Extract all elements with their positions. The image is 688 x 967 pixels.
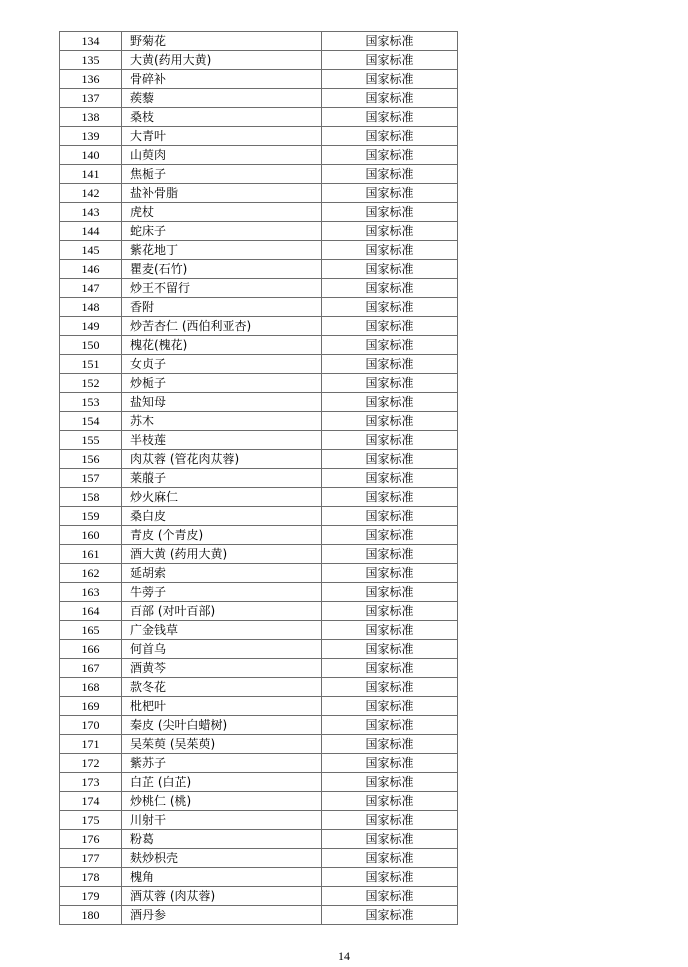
herb-name: 百部 (对叶百部)	[122, 602, 322, 621]
standard-type: 国家标准	[322, 621, 458, 640]
row-number: 137	[60, 89, 122, 108]
herb-name: 青皮 (个青皮)	[122, 526, 322, 545]
table-row	[60, 887, 458, 906]
table-row	[60, 792, 458, 811]
row-number: 161	[60, 545, 122, 564]
herb-name: 桑枝	[122, 108, 322, 127]
table-row	[60, 298, 458, 317]
table-row	[60, 906, 458, 925]
standard-type: 国家标准	[322, 773, 458, 792]
row-number: 138	[60, 108, 122, 127]
row-number: 156	[60, 450, 122, 469]
herb-name: 广金钱草	[122, 621, 322, 640]
row-number: 160	[60, 526, 122, 545]
herb-name: 延胡索	[122, 564, 322, 583]
herb-name: 炒苦杏仁 (西伯利亚杏)	[122, 317, 322, 336]
standard-type: 国家标准	[322, 298, 458, 317]
herb-name: 酒丹参	[122, 906, 322, 925]
row-number: 163	[60, 583, 122, 602]
herb-name: 肉苁蓉 (管花肉苁蓉)	[122, 450, 322, 469]
table-row	[60, 545, 458, 564]
table-row	[60, 393, 458, 412]
table-row	[60, 89, 458, 108]
standard-type: 国家标准	[322, 697, 458, 716]
row-number: 148	[60, 298, 122, 317]
table-row	[60, 241, 458, 260]
herb-name: 麸炒枳壳	[122, 849, 322, 868]
standard-type: 国家标准	[322, 431, 458, 450]
row-number: 177	[60, 849, 122, 868]
row-number: 141	[60, 165, 122, 184]
table-row	[60, 279, 458, 298]
standard-type: 国家标准	[322, 754, 458, 773]
row-number: 153	[60, 393, 122, 412]
herb-name: 桑白皮	[122, 507, 322, 526]
herb-name: 炒火麻仁	[122, 488, 322, 507]
table-row	[60, 222, 458, 241]
table-row	[60, 317, 458, 336]
row-number: 155	[60, 431, 122, 450]
row-number: 169	[60, 697, 122, 716]
standard-type: 国家标准	[322, 355, 458, 374]
row-number: 180	[60, 906, 122, 925]
standard-type: 国家标准	[322, 32, 458, 51]
table-row	[60, 621, 458, 640]
standard-type: 国家标准	[322, 868, 458, 887]
herb-name: 炒王不留行	[122, 279, 322, 298]
herb-name: 莱菔子	[122, 469, 322, 488]
row-number: 170	[60, 716, 122, 735]
herb-name: 盐知母	[122, 393, 322, 412]
herb-name: 蒺藜	[122, 89, 322, 108]
row-number: 143	[60, 203, 122, 222]
standard-type: 国家标准	[322, 336, 458, 355]
table-row	[60, 336, 458, 355]
table-row	[60, 450, 458, 469]
herb-name: 女贞子	[122, 355, 322, 374]
standard-type: 国家标准	[322, 602, 458, 621]
herb-name: 苏木	[122, 412, 322, 431]
row-number: 173	[60, 773, 122, 792]
table-row	[60, 849, 458, 868]
herb-name: 吴茱萸 (吴茱萸)	[122, 735, 322, 754]
row-number: 172	[60, 754, 122, 773]
row-number: 176	[60, 830, 122, 849]
row-number: 135	[60, 51, 122, 70]
row-number: 162	[60, 564, 122, 583]
herb-name: 炒桃仁 (桃)	[122, 792, 322, 811]
herb-name: 瞿麦(石竹)	[122, 260, 322, 279]
standard-type: 国家标准	[322, 51, 458, 70]
row-number: 171	[60, 735, 122, 754]
table-row	[60, 127, 458, 146]
table-row	[60, 203, 458, 222]
herb-name: 香附	[122, 298, 322, 317]
page-number: 14	[338, 949, 350, 963]
row-number: 175	[60, 811, 122, 830]
table-row	[60, 830, 458, 849]
row-number: 136	[60, 70, 122, 89]
row-number: 159	[60, 507, 122, 526]
row-number: 146	[60, 260, 122, 279]
herb-name: 紫苏子	[122, 754, 322, 773]
table-row	[60, 678, 458, 697]
row-number: 157	[60, 469, 122, 488]
standard-type: 国家标准	[322, 89, 458, 108]
table-body	[60, 32, 458, 925]
herb-name: 紫花地丁	[122, 241, 322, 260]
row-number: 166	[60, 640, 122, 659]
standard-type: 国家标准	[322, 488, 458, 507]
standard-type: 国家标准	[322, 887, 458, 906]
table-row	[60, 146, 458, 165]
table-row	[60, 184, 458, 203]
table-row	[60, 640, 458, 659]
standard-type: 国家标准	[322, 70, 458, 89]
standard-type: 国家标准	[322, 260, 458, 279]
row-number: 154	[60, 412, 122, 431]
standard-type: 国家标准	[322, 203, 458, 222]
herb-name: 何首乌	[122, 640, 322, 659]
standard-type: 国家标准	[322, 165, 458, 184]
standard-type: 国家标准	[322, 830, 458, 849]
table-row	[60, 260, 458, 279]
table-row	[60, 469, 458, 488]
standard-type: 国家标准	[322, 507, 458, 526]
table-row	[60, 697, 458, 716]
herb-name: 蛇床子	[122, 222, 322, 241]
herb-name: 款冬花	[122, 678, 322, 697]
table-row	[60, 773, 458, 792]
standard-type: 国家标准	[322, 583, 458, 602]
table-row	[60, 108, 458, 127]
standard-type: 国家标准	[322, 849, 458, 868]
row-number: 179	[60, 887, 122, 906]
herb-name: 盐补骨脂	[122, 184, 322, 203]
table-row	[60, 564, 458, 583]
row-number: 158	[60, 488, 122, 507]
herb-name: 焦栀子	[122, 165, 322, 184]
herb-name: 大黄(药用大黄)	[122, 51, 322, 70]
herb-name: 川射干	[122, 811, 322, 830]
standard-type: 国家标准	[322, 374, 458, 393]
standard-type: 国家标准	[322, 393, 458, 412]
row-number: 144	[60, 222, 122, 241]
row-number: 147	[60, 279, 122, 298]
table-row	[60, 412, 458, 431]
standard-type: 国家标准	[322, 906, 458, 925]
herb-name: 酒苁蓉 (肉苁蓉)	[122, 887, 322, 906]
row-number: 142	[60, 184, 122, 203]
standard-type: 国家标准	[322, 678, 458, 697]
table-row	[60, 165, 458, 184]
table-row	[60, 583, 458, 602]
row-number: 134	[60, 32, 122, 51]
herb-name: 酒黄芩	[122, 659, 322, 678]
row-number: 152	[60, 374, 122, 393]
herb-standard-table	[59, 31, 458, 925]
table-row	[60, 754, 458, 773]
table-row	[60, 526, 458, 545]
table-row	[60, 716, 458, 735]
row-number: 174	[60, 792, 122, 811]
row-number: 164	[60, 602, 122, 621]
table-row	[60, 355, 458, 374]
row-number: 178	[60, 868, 122, 887]
standard-type: 国家标准	[322, 564, 458, 583]
standard-type: 国家标准	[322, 716, 458, 735]
row-number: 139	[60, 127, 122, 146]
standard-type: 国家标准	[322, 184, 458, 203]
herb-name: 大青叶	[122, 127, 322, 146]
table-row	[60, 70, 458, 89]
standard-type: 国家标准	[322, 526, 458, 545]
table-row	[60, 32, 458, 51]
herb-name: 牛蒡子	[122, 583, 322, 602]
herb-name: 野菊花	[122, 32, 322, 51]
row-number: 149	[60, 317, 122, 336]
standard-type: 国家标准	[322, 241, 458, 260]
table-row	[60, 507, 458, 526]
table-row	[60, 602, 458, 621]
standard-type: 国家标准	[322, 412, 458, 431]
row-number: 167	[60, 659, 122, 678]
standard-type: 国家标准	[322, 108, 458, 127]
herb-name: 炒栀子	[122, 374, 322, 393]
row-number: 150	[60, 336, 122, 355]
herb-name: 山萸肉	[122, 146, 322, 165]
standard-type: 国家标准	[322, 659, 458, 678]
table-row	[60, 374, 458, 393]
standard-type: 国家标准	[322, 640, 458, 659]
herb-name: 枇杷叶	[122, 697, 322, 716]
herb-name: 半枝莲	[122, 431, 322, 450]
standard-type: 国家标准	[322, 469, 458, 488]
row-number: 168	[60, 678, 122, 697]
herb-name: 虎杖	[122, 203, 322, 222]
standard-type: 国家标准	[322, 735, 458, 754]
herb-name: 酒大黄 (药用大黄)	[122, 545, 322, 564]
herb-name: 槐角	[122, 868, 322, 887]
standard-type: 国家标准	[322, 279, 458, 298]
table-row	[60, 659, 458, 678]
standard-type: 国家标准	[322, 222, 458, 241]
table-row	[60, 488, 458, 507]
standard-type: 国家标准	[322, 127, 458, 146]
row-number: 165	[60, 621, 122, 640]
herb-name: 粉葛	[122, 830, 322, 849]
standard-type: 国家标准	[322, 792, 458, 811]
table-row	[60, 431, 458, 450]
row-number: 151	[60, 355, 122, 374]
table-row	[60, 811, 458, 830]
table-row	[60, 51, 458, 70]
herb-name: 秦皮 (尖叶白蜡树)	[122, 716, 322, 735]
row-number: 140	[60, 146, 122, 165]
standard-type: 国家标准	[322, 146, 458, 165]
standard-type: 国家标准	[322, 450, 458, 469]
row-number: 145	[60, 241, 122, 260]
herb-name: 槐花(槐花)	[122, 336, 322, 355]
table-row	[60, 735, 458, 754]
standard-type: 国家标准	[322, 811, 458, 830]
herb-name: 白芷 (白芷)	[122, 773, 322, 792]
standard-type: 国家标准	[322, 545, 458, 564]
table-row	[60, 868, 458, 887]
standard-type: 国家标准	[322, 317, 458, 336]
herb-name: 骨碎补	[122, 70, 322, 89]
